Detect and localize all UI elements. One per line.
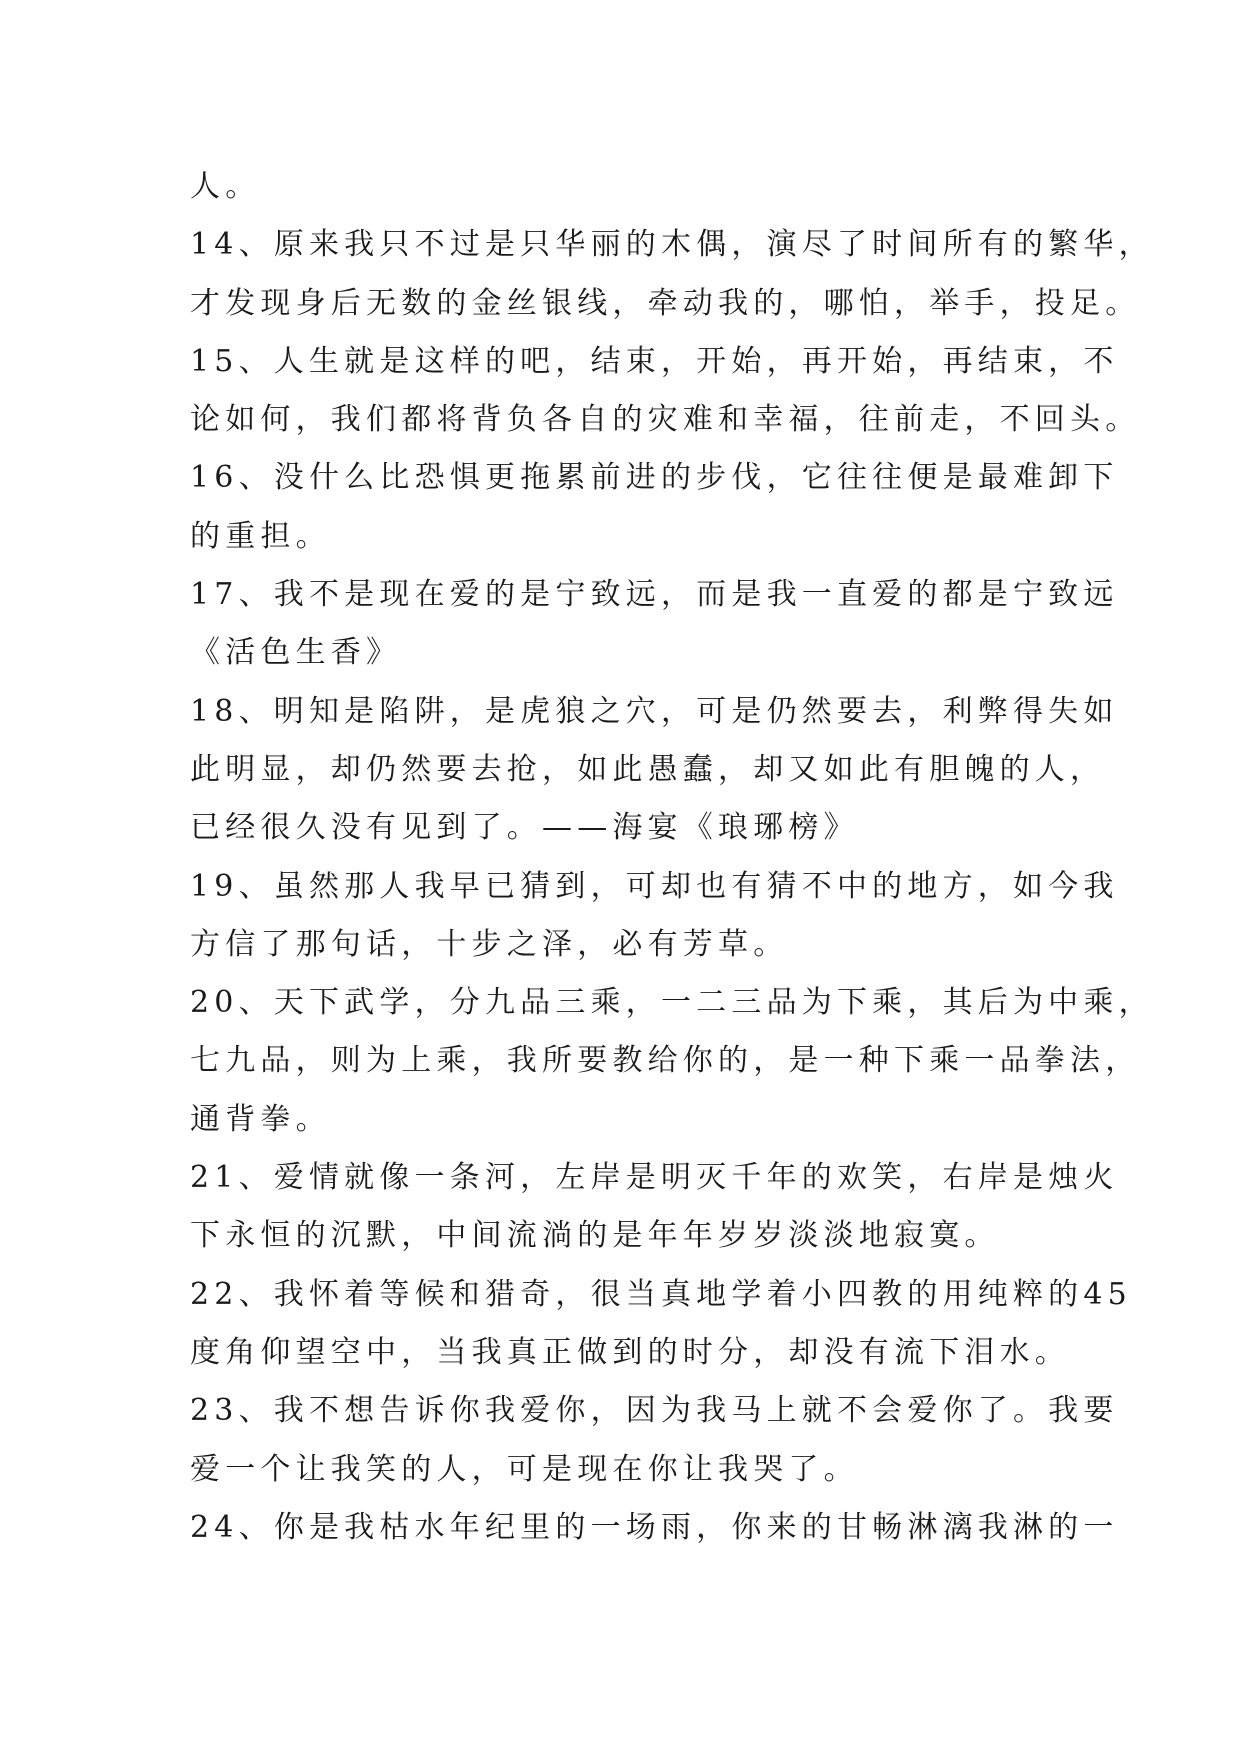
text-line: 下永恒的沉默，中间流淌的是年年岁岁淡淡地寂寞。 xyxy=(190,1218,1000,1254)
text-line: 19、虽然那人我早已猜到，可却也有猜不中的地方，如今我 xyxy=(190,868,1119,904)
text-line: 度角仰望空中，当我真正做到的时分，却没有流下泪水。 xyxy=(190,1334,1070,1370)
text-line: 爱一个让我笑的人，可是现在你让我哭了。 xyxy=(190,1451,859,1487)
text-line: 《活色生香》 xyxy=(190,635,402,671)
text-line: 15、人生就是这样的吧，结束，开始，再开始，再结束，不 xyxy=(190,343,1119,379)
text-line: 24、你是我枯水年纪里的一场雨，你来的甘畅淋漓我淋的一 xyxy=(190,1509,1119,1545)
text-line: 方信了那句话，十步之泽，必有芳草。 xyxy=(190,926,789,962)
body-text xyxy=(190,158,1154,1557)
text-line: 此明显，却仍然要去抢，如此愚蠢，却又如此有胆魄的人， xyxy=(190,751,1106,787)
text-line: 17、我不是现在爱的是宁致远，而是我一直爱的都是宁致远 xyxy=(190,577,1119,613)
text-line: 22、我怀着等候和猎奇，很当真地学着小四教的用纯粹的45 xyxy=(190,1276,1132,1312)
text-line: 论如何，我们都将背负各自的灾难和幸福，往前走，不回头。 xyxy=(190,402,1141,438)
text-line: 18、明知是陷阱，是虎狼之穴，可是仍然要去，利弊得失如 xyxy=(190,693,1119,729)
text-line: 七九品，则为上乘，我所要教给你的，是一种下乘一品拳法， xyxy=(190,1043,1141,1079)
text-line: 21、爱情就像一条河，左岸是明灭千年的欢笑，右岸是烛火 xyxy=(190,1160,1119,1196)
text-line: 通背拳。 xyxy=(190,1101,331,1137)
text-line: 20、天下武学，分九品三乘，一二三品为下乘，其后为中乘， xyxy=(190,985,1154,1021)
text-line: 已经很久没有见到了。——海宴《琅琊榜》 xyxy=(190,810,859,846)
text-line: 16、没什么比恐惧更拖累前进的步伐，它往往便是最难卸下 xyxy=(190,460,1119,496)
text-line: 23、我不想告诉你我爱你，因为我马上就不会爱你了。我要 xyxy=(190,1393,1119,1429)
text-line: 的重担。 xyxy=(190,518,331,554)
text-line: 人。 xyxy=(190,169,261,204)
text-line: 14、原来我只不过是只华丽的木偶，演尽了时间所有的繁华， xyxy=(190,227,1154,263)
text-line: 才发现身后无数的金丝银线，牵动我的，哪怕，举手，投足。 xyxy=(190,285,1141,321)
